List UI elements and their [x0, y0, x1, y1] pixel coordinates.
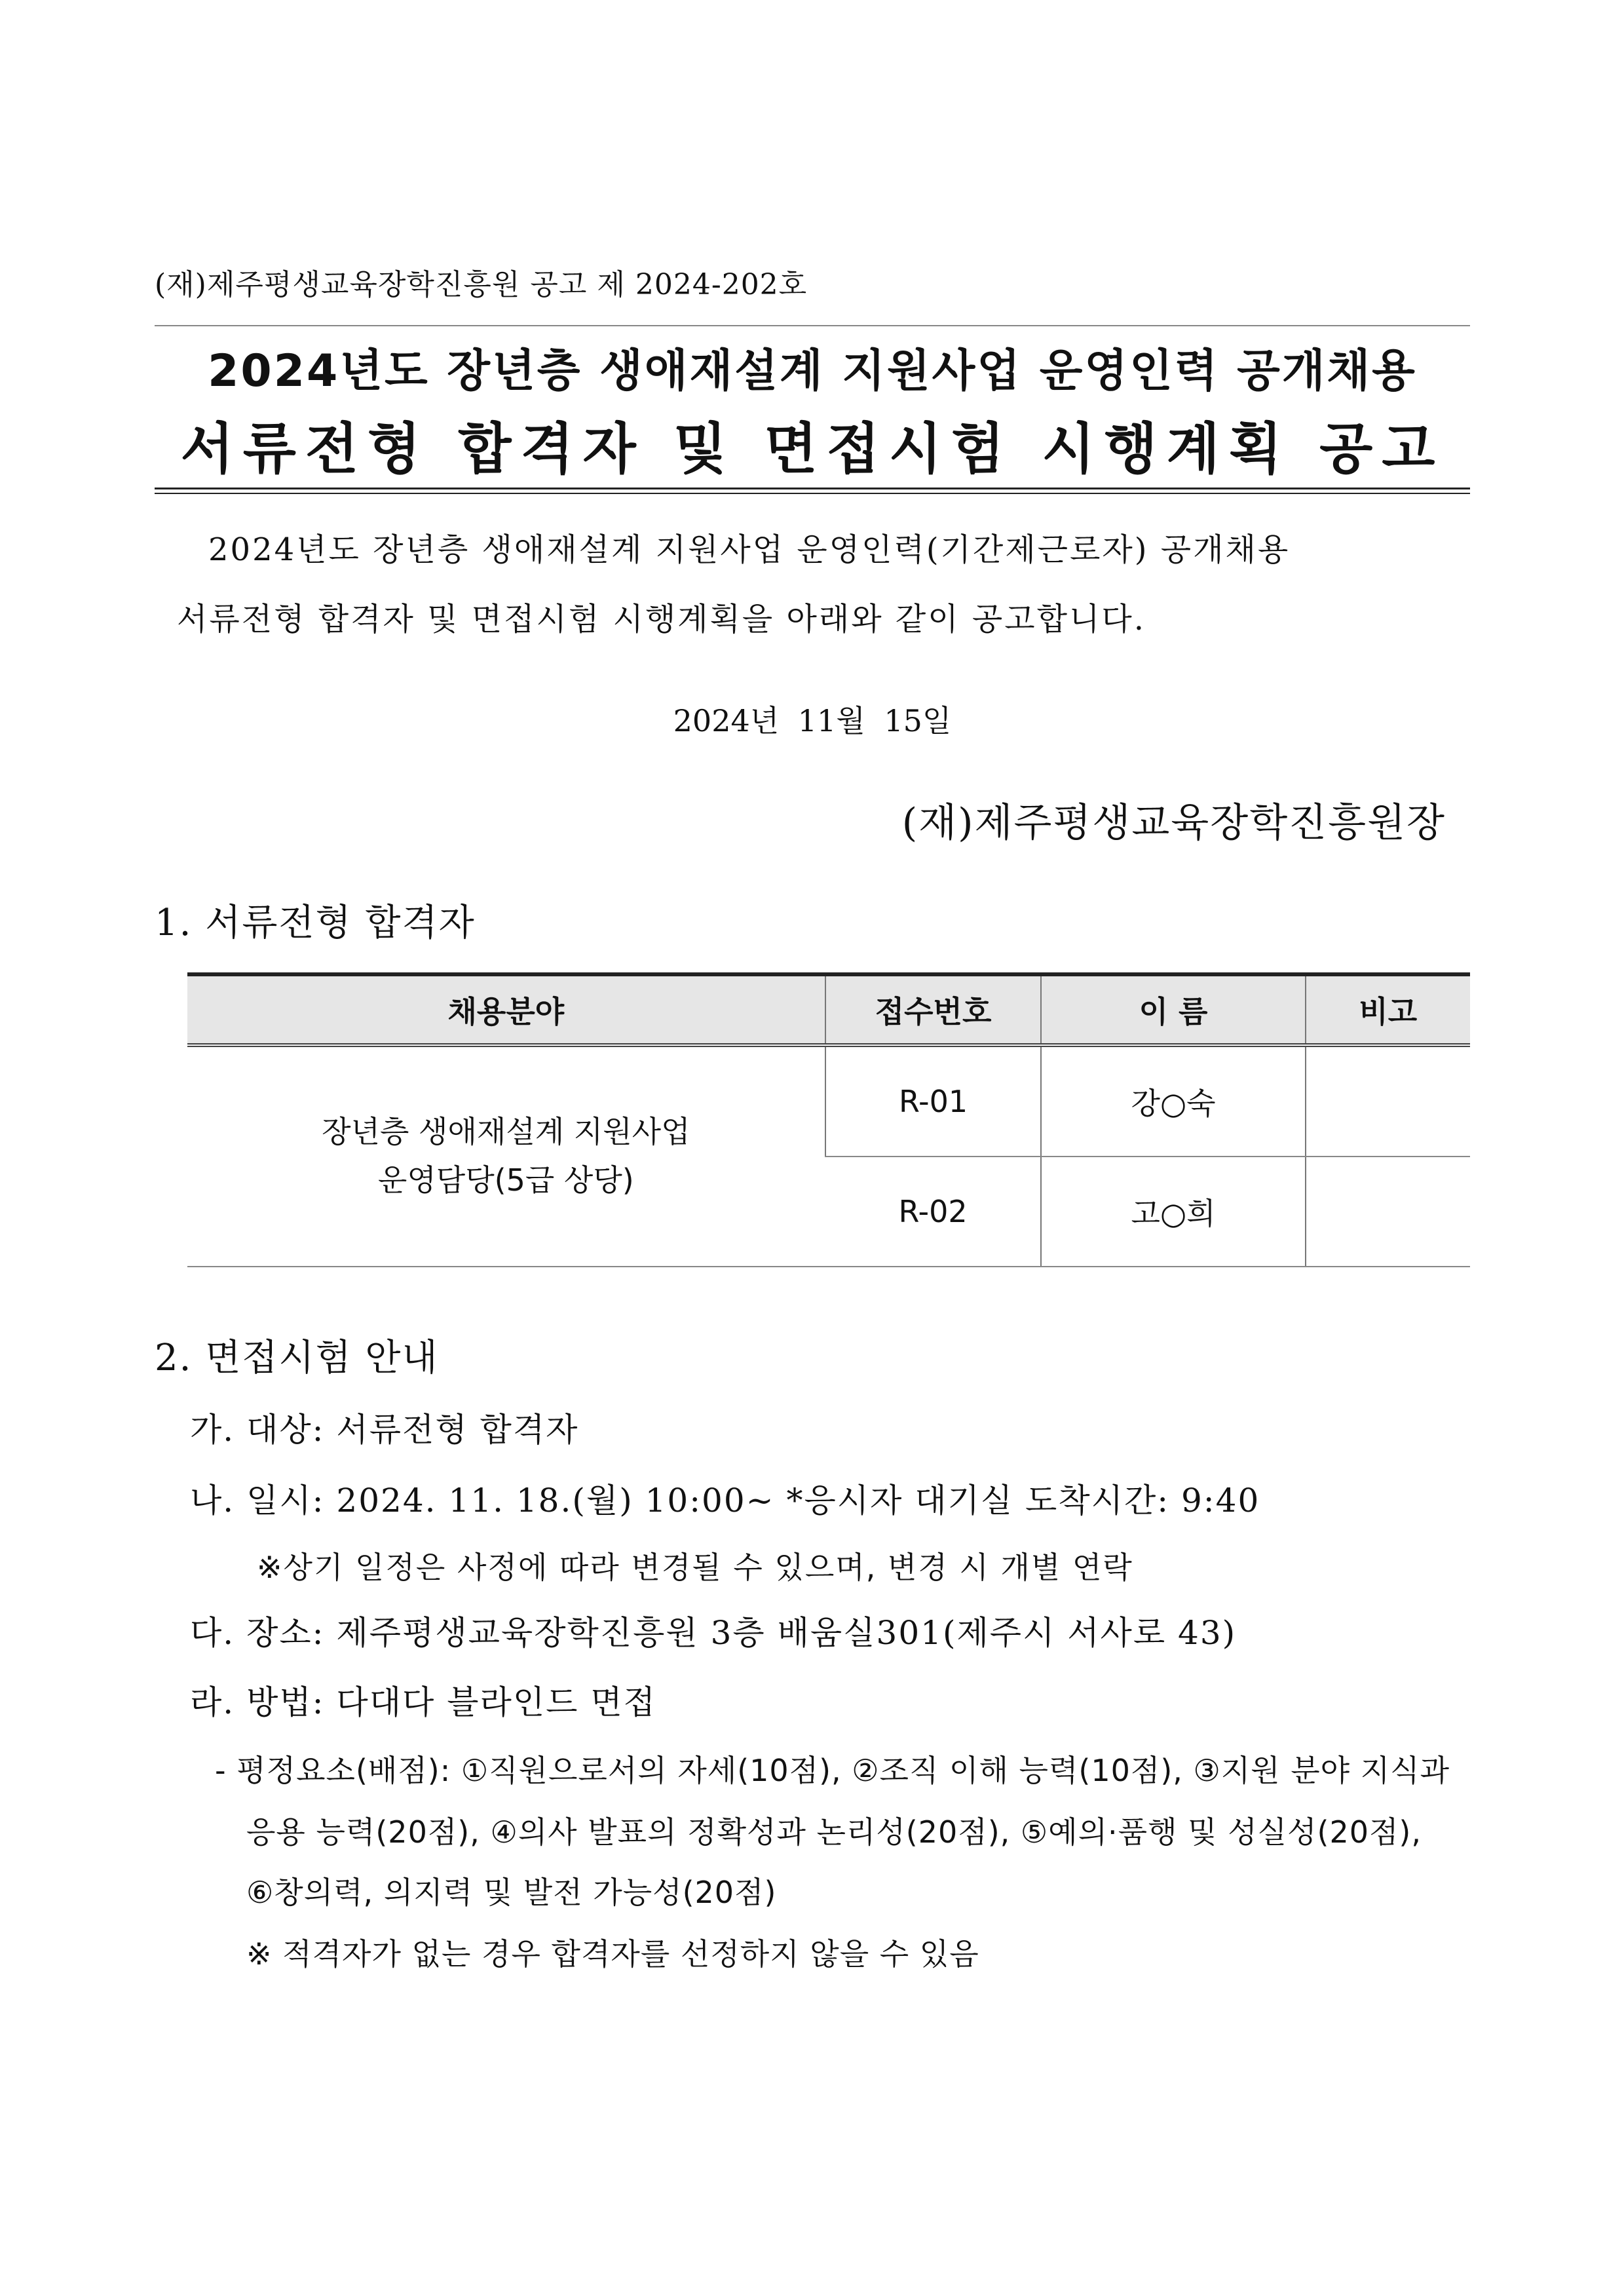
document-screening-results-table: [187, 972, 1470, 1267]
evaluation-criteria-line-1: - 평정요소(배점): ①직원으로서의 자세(10점), ②조직 이해 능력(10점), ③지원 분야 지식과: [215, 1753, 1450, 1788]
section-2-heading: 2. 면접시험 안내: [155, 1337, 439, 1379]
table-header-row: [187, 974, 1470, 1045]
no-qualified-candidate-note: ※ 적격자가 없는 경우 합격자를 선정하지 않을 수 있음: [246, 1936, 979, 1972]
column-header-number: 접수번호: [825, 974, 1042, 1045]
table-row: [187, 1045, 1470, 1157]
interview-target: 가. 대상: 서류전형 합격자: [190, 1411, 579, 1449]
intro-line-2: 서류전형 합격자 및 면접시험 시행계획을 아래와 같이 공고합니다.: [177, 601, 1146, 638]
header-divider: [155, 325, 1470, 326]
recruitment-field-line-2: 운영담당(5급 상당): [377, 1162, 634, 1198]
note-cell: [1306, 1157, 1470, 1267]
note-cell: [1306, 1045, 1470, 1157]
interview-datetime: 나. 일시: 2024. 11. 18.(월) 10:00~ *응시자 대기실 도착시간: 9:40: [190, 1482, 1260, 1520]
intro-line-1: 2024년도 장년층 생애재설계 지원사업 운영인력(기간제근로자) 공개채용: [208, 531, 1291, 568]
schedule-change-note: ※상기 일정은 사정에 따라 변경될 수 있으며, 변경 시 개별 연락: [257, 1550, 1133, 1585]
notice-number: (재)제주평생교육장학진흥원 공고 제 2024-202호: [155, 268, 808, 301]
evaluation-criteria-line-3: ⑥창의력, 의지력 및 발전 가능성(20점): [246, 1875, 777, 1910]
interview-method: 라. 방법: 다대다 블라인드 면접: [190, 1683, 656, 1721]
issuer-name: (재)제주평생교육장학진흥원장: [901, 800, 1446, 846]
recruitment-field-line-1: 장년층 생애재설계 지원사업: [322, 1114, 690, 1150]
evaluation-criteria-line-2: 응용 능력(20점), ④의사 발표의 정확성과 논리성(20점), ⑤예의·품행 및 성실성(20점),: [246, 1814, 1422, 1850]
section-1-heading: 1. 서류전형 합격자: [155, 902, 476, 944]
title-line-1: 2024년도 장년층 생애재설계 지원사업 운영인력 공개채용: [208, 345, 1417, 397]
application-number-cell: R-02: [825, 1157, 1042, 1267]
column-header-note: 비고: [1306, 974, 1470, 1045]
application-number-cell: R-01: [825, 1045, 1042, 1157]
interview-location: 다. 장소: 제주평생교육장학진흥원 3층 배움실301(제주시 서사로 43): [190, 1614, 1237, 1652]
notice-date: 2024년 11월 15일: [673, 703, 952, 738]
title-double-rule: [155, 488, 1470, 494]
applicant-name-cell: 고○희: [1041, 1157, 1305, 1267]
recruitment-field-cell: [187, 1045, 825, 1267]
column-header-name: 이 름: [1041, 974, 1305, 1045]
column-header-field: 채용분야: [187, 974, 825, 1045]
title-line-2: 서류전형 합격자 및 면접시험 시행계획 공고: [180, 417, 1445, 481]
applicant-name-cell: 강○숙: [1041, 1045, 1305, 1157]
